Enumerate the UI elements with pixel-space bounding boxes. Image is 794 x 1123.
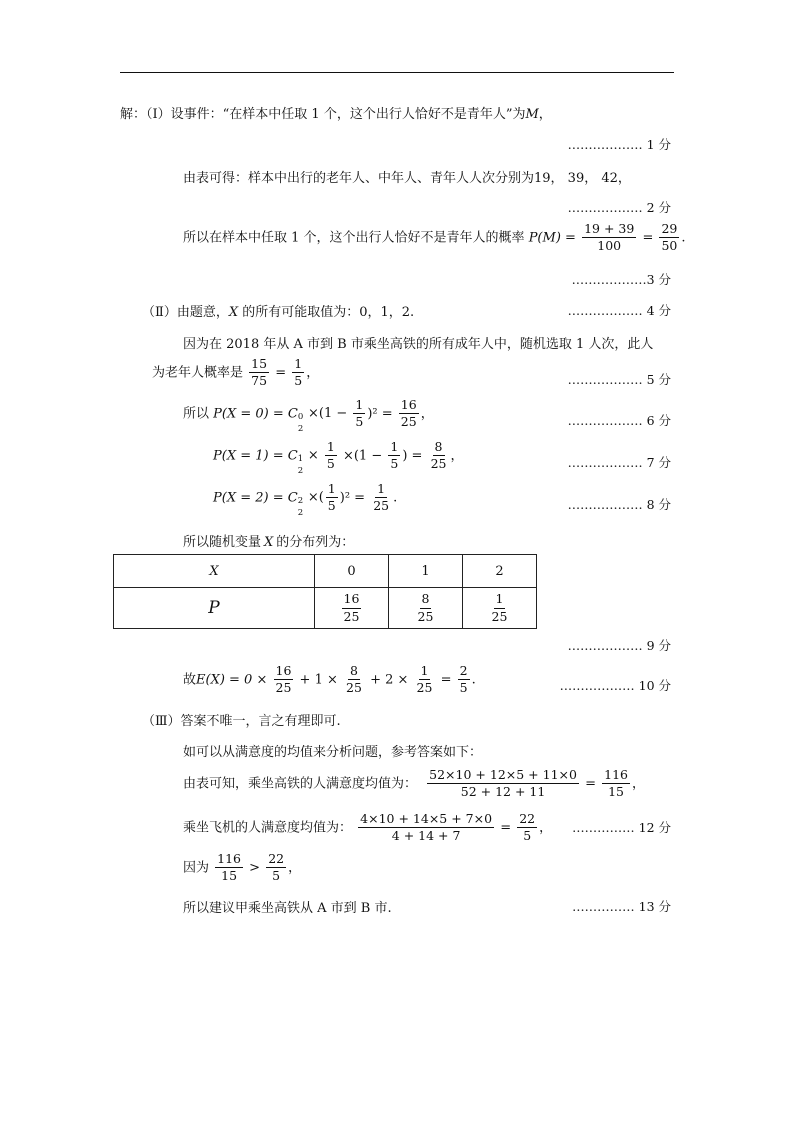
table-row [114,588,537,629]
score-mark-10: ……………… 10 分 [559,678,671,693]
distribution-table [113,554,537,629]
part1-line2: 由表可得：样本中出行的老年人、中年人、青年人人次分别为19， 39， 42， [183,171,631,186]
rail-satisfaction-mean: 由表可知，乘坐高铁的人满意度均值为： $\frac{52\times 10 + 12\times 5 + 11\times 0}{52 + 12 + 11}$ = $\frac{116}{15}$ ， [183,767,646,800]
table-cell: 1 [389,555,463,588]
part3-line2: 如可以从满意度的均值来分析问题，参考答案如下： [183,745,483,760]
score-mark-2: ……………… 2 分 [567,200,671,215]
table-cell: 2 [463,555,537,588]
prob-x-equals-1: P(X = 1) = C 1 2 × $\frac{1}{5}$ ×(1 − $\frac{1}{5}$ ) = $\frac{8}{25}$ ， [213,439,464,477]
table-cell: $\frac{16}{25}$ [315,588,389,629]
event-variable: M [525,107,539,122]
table-cell: P [114,588,315,629]
score-mark-8: ……………… 8 分 [567,497,671,512]
score-mark-6: ……………… 6 分 [567,413,671,428]
distribution-intro: 所以随机变量 X 的分布列为： [183,535,355,550]
fraction-15-over-75: $\frac{15}{75}$ [251,356,268,389]
score-mark-13: …………… 13 分 [572,899,671,914]
expectation-formula: 故E(X) = 0 × $\frac{16}{25}$ + 1 × $\frac{8}{25}$ + 2 × $\frac{1}{25}$ = $\frac{2}{5}$ . [183,663,476,696]
prob-x-equals-2: P(X = 2) = C 2 2 ×( $\frac{1}{5}$ )² = $\frac{1}{25}$ . [213,481,398,519]
fraction-8-over-25: $\frac{8}{25}$ [430,439,447,472]
part2-line1: （Ⅱ）由题意，X 的所有可能取值为：0，1，2. [142,305,415,320]
part3-line1: （Ⅲ）答案不唯一，言之有理即可. [142,714,341,729]
part2-line2: 因为在 2018 年从 A 市到 B 市乘坐高铁的所有成年人中，随机选取 1 人次，此人 [183,337,654,352]
score-mark-4: ……………… 4 分 [567,303,671,318]
fraction-19-39-over-100: $\frac{19 + 39}{100}$ [584,221,635,254]
part1-line1: 解：（Ⅰ）设事件：“在样本中任取 1 个，这个出行人恰好不是青年人”为M， [120,107,552,122]
fraction-1-over-5: $\frac{1}{5}$ [294,356,303,389]
fraction-16-over-25: $\frac{16}{25}$ [400,397,417,430]
score-mark-12: …………… 12 分 [572,820,671,835]
table-cell: $\frac{8}{25}$ [389,588,463,629]
part1-line3: 所以在样本中任取 1 个，这个出行人恰好不是青年人的概率 P(M) = $\frac{19 + 39}{100}$ = $\frac{29}{50}$ . [183,221,686,254]
part2-line3: 为老年人概率是 $\frac{15}{75}$ = $\frac{1}{5}$ ， [152,356,320,389]
score-mark-1: ……………… 1 分 [567,137,671,152]
table-cell: X [114,555,315,588]
fraction-29-over-50: $\frac{29}{50}$ [661,221,678,254]
score-mark-3: ………………3 分 [571,272,671,287]
score-mark-7: ……………… 7 分 [567,455,671,470]
table-cell: 0 [315,555,389,588]
recommendation-line: 所以建议甲乘坐高铁从 A 市到 B 市. [183,901,392,916]
table-row [114,555,537,588]
fraction-1-over-25: $\frac{1}{25}$ [373,481,390,514]
comparison-line: 因为 $\frac{116}{15}$ > $\frac{22}{5}$ ， [183,851,302,884]
fraction-2-over-5: $\frac{2}{5}$ [459,663,468,696]
prob-x-equals-0: 所以 P(X = 0) = C 0 2 ×(1 − $\frac{1}{5}$ )² = $\frac{16}{25}$ ， [183,397,434,435]
header-rule [120,72,674,73]
score-mark-5: ……………… 5 分 [567,372,671,387]
score-mark-9: ……………… 9 分 [567,638,671,653]
flight-satisfaction-mean: 乘坐飞机的人满意度均值为： $\frac{4\times 10 + 14\times 5 + 7\times 0}{4 + 14 + 7}$ = $\frac{22}{5}$ ， [183,811,553,844]
table-cell: $\frac{1}{25}$ [463,588,537,629]
